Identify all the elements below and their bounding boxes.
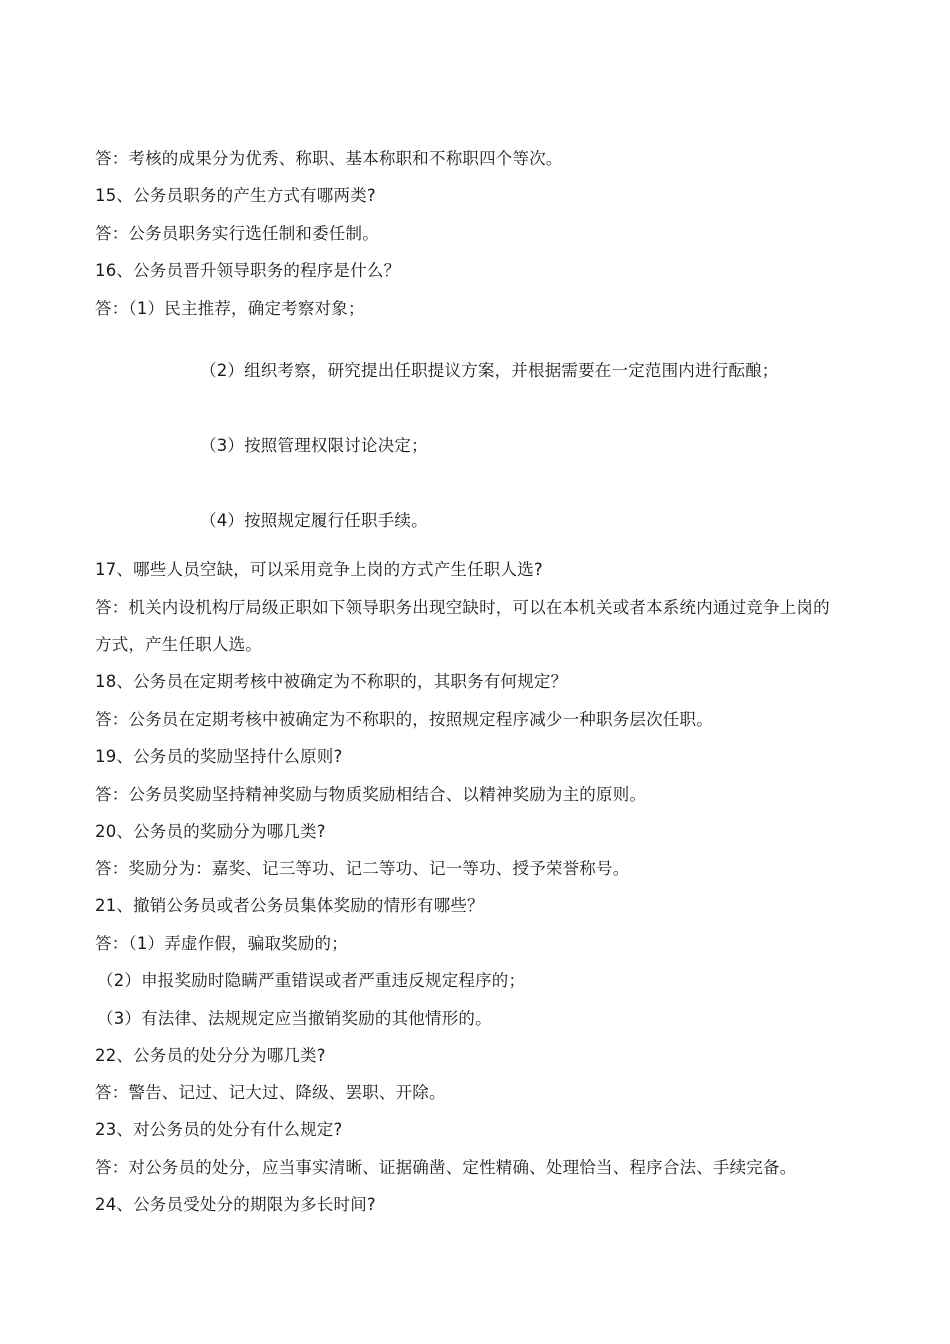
answer-22: 答：警告、记过、记大过、降级、罢职、开除。 bbox=[95, 1083, 446, 1102]
question-15: 15、公务员职务的产生方式有哪两类? bbox=[95, 186, 376, 205]
question-21: 21、撤销公务员或者公务员集体奖励的情形有哪些？ bbox=[95, 896, 484, 915]
answer-20: 答：奖励分为：嘉奖、记三等功、记二等功、记一等功、授予荣誉称号。 bbox=[95, 859, 630, 878]
answer-16-item-3: （3）按照管理权限讨论决定； bbox=[200, 436, 428, 455]
answer-21-item-2: （2）申报奖励时隐瞒严重错误或者严重违反规定程序的； bbox=[97, 971, 526, 990]
answer-14: 答：考核的成果分为优秀、称职、基本称职和不称职四个等次。 bbox=[95, 149, 563, 168]
answer-19: 答：公务员奖励坚持精神奖励与物质奖励相结合、以精神奖励为主的原则。 bbox=[95, 785, 647, 804]
answer-21-item-3: （3）有法律、法规规定应当撤销奖励的其他情形的。 bbox=[97, 1009, 492, 1028]
answer-16-item-2: （2）组织考察，研究提出任职提议方案，并根据需要在一定范围内进行酝酿； bbox=[200, 361, 779, 380]
question-17: 17、哪些人员空缺，可以采用竞争上岗的方式产生任职人选? bbox=[95, 560, 543, 579]
answer-17-line-2: 方式，产生任职人选。 bbox=[95, 635, 262, 654]
answer-17-line-1: 答：机关内设机构厅局级正职如下领导职务出现空缺时，可以在本机关或者本系统内通过竞争上岗的 bbox=[95, 598, 830, 617]
question-16: 16、公务员晋升领导职务的程序是什么？ bbox=[95, 261, 401, 280]
question-22: 22、公务员的处分分为哪几类? bbox=[95, 1046, 326, 1065]
answer-16-item-1: 答：（1）民主推荐，确定考察对象； bbox=[95, 299, 365, 318]
answer-18: 答：公务员在定期考核中被确定为不称职的，按照规定程序减少一种职务层次任职。 bbox=[95, 710, 713, 729]
answer-16-item-4: （4）按照规定履行任职手续。 bbox=[200, 511, 428, 530]
question-24: 24、公务员受处分的期限为多长时间? bbox=[95, 1195, 376, 1214]
answer-21-item-1: 答：（1）弄虚作假，骗取奖励的； bbox=[95, 934, 348, 953]
question-19: 19、公务员的奖励坚持什么原则? bbox=[95, 747, 343, 766]
question-18: 18、公务员在定期考核中被确定为不称职的，其职务有何规定？ bbox=[95, 672, 568, 691]
answer-15: 答：公务员职务实行选任制和委任制。 bbox=[95, 224, 379, 243]
answer-23: 答：对公务员的处分，应当事实清晰、证据确凿、定性精确、处理恰当、程序合法、手续完备。 bbox=[95, 1158, 797, 1177]
question-20: 20、公务员的奖励分为哪几类? bbox=[95, 822, 326, 841]
question-23: 23、对公务员的处分有什么规定? bbox=[95, 1120, 343, 1139]
